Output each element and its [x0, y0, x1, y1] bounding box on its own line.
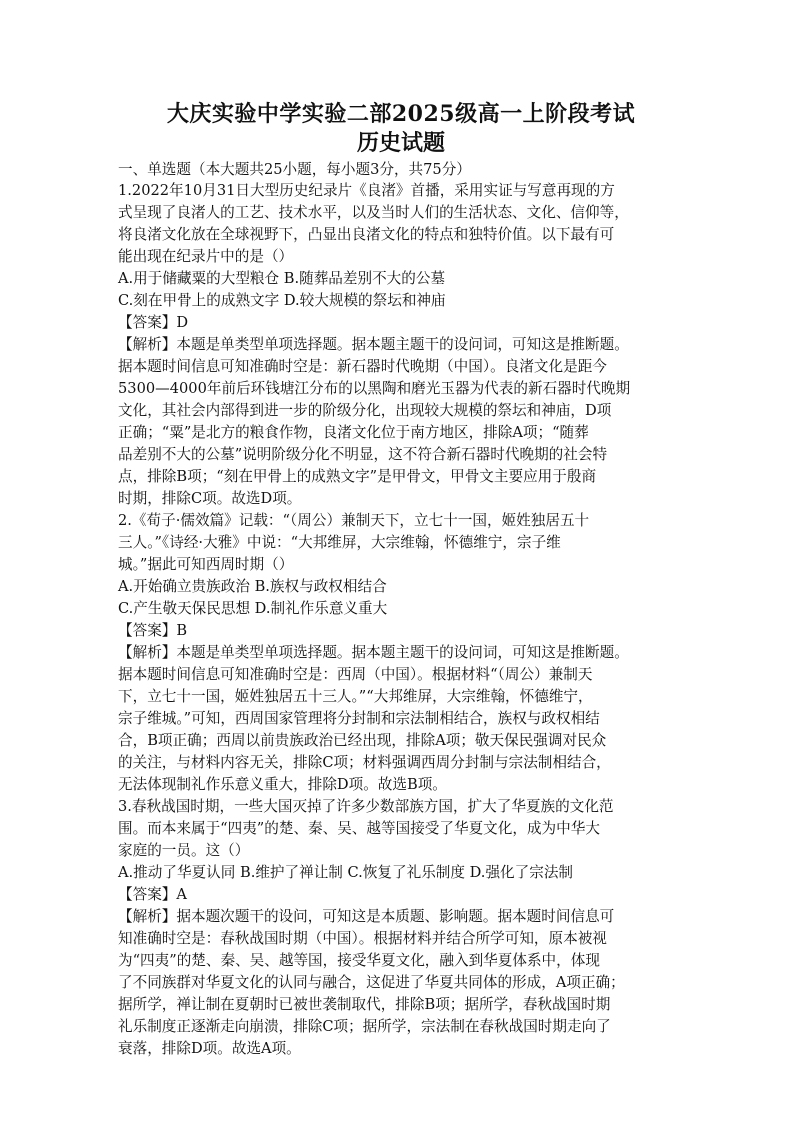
- text-line: 品差别不大的公墓”说明阶级分化不明显，这不符合新石器时代晚期的社会特: [118, 446, 608, 463]
- text-line: A.推动了华夏认同 B.维护了禅让制 C.恢复了礼乐制度 D.强化了宗法制: [118, 864, 574, 881]
- text-line: 无法体现制礼作乐意义重大，排除D项。故选B项。: [118, 776, 447, 793]
- text-line: 三人。”《诗经·大雅》中说：“大邦维屏，大宗维翰，怀德维宁，宗子维: [118, 534, 561, 551]
- text-line: 正确；“粟”是北方的粮食作物，良渚文化位于南方地区，排除A项；“随葬: [118, 424, 589, 441]
- text-line: A.开始确立贵族政治 B.族权与政权相结合: [118, 578, 387, 595]
- text-line: 宗子维城。”可知，西周国家管理将分封制和宗法制相结合，族权与政权相结: [118, 710, 600, 727]
- text-line: 式呈现了良渚人的工艺、技术水平，以及当时人们的生活状态、文化、信仰等，: [118, 204, 629, 221]
- text-line: 3.春秋战国时期，一些大国灭掉了许多少数部族方国，扩大了华夏族的文化范: [118, 798, 614, 815]
- text-line: 能出现在纪录片中的是（）: [118, 248, 294, 265]
- exam-body: [118, 180, 684, 1060]
- text-line: 【答案】D: [118, 314, 189, 331]
- text-line: 据本题时间信息可知准确时空是：新石器时代晚期（中国）。良渚文化是距今: [118, 358, 607, 375]
- text-line: 礼乐制度正逐渐走向崩溃，排除C项；据所学，宗法制在春秋战国时期走向了: [118, 1018, 611, 1035]
- text-line: 知准确时空是：春秋战国时期（中国）。根据材料并结合所学可知，原本被视: [118, 930, 607, 947]
- text-line: 衰落，排除D项。故选A项。: [118, 1040, 301, 1057]
- text-line: 文化，其社会内部得到进一步的阶级分化，出现较大规模的祭坛和神庙，D项: [118, 402, 612, 419]
- text-line: 1.2022年10月31日大型历史纪录片《良渚》首播，采用实证与写意再现的方: [118, 182, 615, 199]
- text-line: 【解析】本题是单类型单项选择题。据本题主题干的设问词，可知这是推断题。: [118, 644, 629, 661]
- text-line: C.刻在甲骨上的成熟文字 D.较大规模的祭坛和神庙: [118, 292, 446, 309]
- text-line: 了不同族群对华夏文化的认同与融合，这促进了华夏共同体的形成，A项正确；: [118, 974, 625, 991]
- text-line: 下，立七十一国，姬姓独居五十三人。”“大邦维屏，大宗维翰，怀德维宁，: [118, 688, 593, 705]
- text-line: 时期，排除C项。故选D项。: [118, 490, 302, 507]
- text-line: 5300—4000年前后环钱塘江分布的以黑陶和磨光玉器为代表的新石器时代晚期: [118, 380, 631, 397]
- text-line: 家庭的一员。这（）: [118, 842, 250, 859]
- text-line: 据所学，禅让制在夏朝时已被世袭制取代，排除B项；据所学，春秋战国时期: [118, 996, 611, 1013]
- text-line: 围。而本来属于“四夷”的楚、秦、吴、越等国接受了华夏文化，成为中华大: [118, 820, 600, 837]
- text-line: 【解析】本题是单类型单项选择题。据本题主题干的设问词，可知这是推断题。: [118, 336, 629, 353]
- text-line: 【答案】A: [118, 886, 187, 903]
- text-line: 【答案】B: [118, 622, 188, 639]
- text-line: 为“四夷”的楚、秦、吴、越等国，接受华夏文化，融入到华夏体系中，体现: [118, 952, 600, 969]
- text-line: 2.《荀子·儒效篇》记载：“（周公）兼制天下，立七十一国，姬姓独居五十: [118, 512, 590, 529]
- text-line: C.产生敬天保民思想 D.制礼作乐意义重大: [118, 600, 388, 617]
- exam-title: 大庆实验中学实验二部2025级高一上阶段考试: [166, 101, 636, 127]
- text-line: 合，B项正确；西周以前贵族政治已经出现，排除A项；敬天保民强调对民众: [118, 732, 607, 749]
- text-line: 【解析】据本题次题干的设问，可知这是本质题、影响题。据本题时间信息可: [118, 908, 615, 925]
- text-line: 城。”据此可知西周时期（）: [118, 556, 294, 573]
- text-line: 将良渚文化放在全球视野下，凸显出良渚文化的特点和独特价值。以下最有可: [118, 226, 615, 243]
- text-line: 点，排除B项；“刻在甲骨上的成熟文字”是甲骨文，甲骨文主要应用于殷商: [118, 468, 597, 485]
- text-line: A.用于储藏粟的大型粮仓 B.随葬品差别不大的公墓: [118, 270, 446, 287]
- exam-subtitle: 历史试题: [356, 130, 445, 156]
- section-heading: 一、单选题（本大题共25小题，每小题3分，共75分）: [118, 161, 471, 178]
- exam-page: [118, 100, 684, 1060]
- text-line: 的关注，与材料内容无关，排除C项；材料强调西周分封制与宗法制相结合，: [118, 754, 611, 771]
- text-line: 据本题时间信息可知准确时空是：西周（中国）。根据材料“（周公）兼制天: [118, 666, 593, 683]
